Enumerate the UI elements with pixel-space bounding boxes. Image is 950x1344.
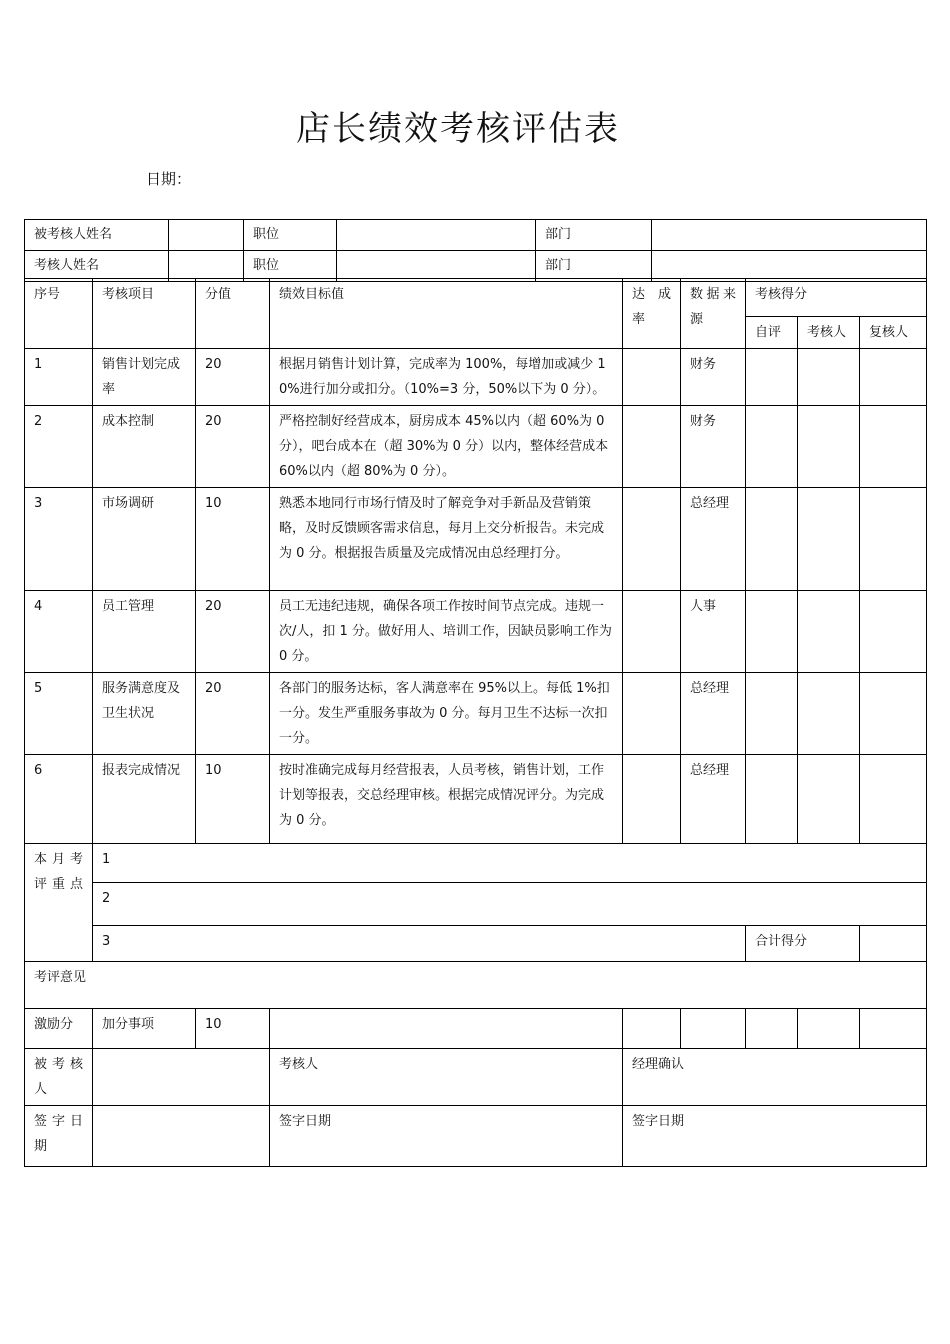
reviewee-position-field[interactable] <box>337 220 536 251</box>
reviewer-sign-date-label: 签字日期 <box>279 1114 332 1129</box>
focus-label: 本月考评重点 <box>25 844 93 962</box>
row-source: 总经理 <box>681 755 746 844</box>
incentive-label: 激励分 <box>25 1009 93 1049</box>
reviewer-sign-date-field[interactable] <box>270 1106 623 1167</box>
col-header-self: 自评 <box>746 317 798 349</box>
row-score: 20 <box>196 349 270 406</box>
col-header-reviewer: 考核人 <box>798 317 860 349</box>
row-reviewer-score-field[interactable] <box>798 591 860 673</box>
incentive-item: 加分事项 <box>93 1009 196 1049</box>
row-score: 20 <box>196 406 270 488</box>
manager-sign-date-field[interactable] <box>623 1106 927 1167</box>
row-item: 报表完成情况 <box>93 755 196 844</box>
reviewee-sign-date-field[interactable] <box>93 1106 270 1167</box>
row-self-score-field[interactable] <box>746 755 798 844</box>
row-score: 20 <box>196 673 270 755</box>
incentive-self-field[interactable] <box>746 1009 798 1049</box>
row-source: 财务 <box>681 406 746 488</box>
row-rechecker-score-field[interactable] <box>860 591 927 673</box>
table-row <box>25 406 927 488</box>
row-score: 20 <box>196 591 270 673</box>
row-item: 服务满意度及卫生状况 <box>93 673 196 755</box>
row-reviewer-score-field[interactable] <box>798 488 860 591</box>
row-target: 严格控制好经营成本，厨房成本 45%以内（超 60%为 0 分），吧台成本在（超 30%为 0 分）以内，整体经营成本 60%以内（超 80%为 0 分）。 <box>270 406 623 488</box>
row-rechecker-score-field[interactable] <box>860 349 927 406</box>
row-source: 人事 <box>681 591 746 673</box>
row-score: 10 <box>196 488 270 591</box>
row-rate-field[interactable] <box>623 755 681 844</box>
col-header-source: 数据来源 <box>681 279 746 349</box>
table-row <box>25 591 927 673</box>
manager-sign-date-label: 签字日期 <box>632 1114 685 1129</box>
row-no: 3 <box>25 488 93 591</box>
manager-confirm-label: 经理确认 <box>632 1057 685 1072</box>
row-item: 成本控制 <box>93 406 196 488</box>
row-rate-field[interactable] <box>623 349 681 406</box>
total-score-field[interactable] <box>860 926 927 962</box>
row-self-score-field[interactable] <box>746 406 798 488</box>
row-target: 员工无违纪违规，确保各项工作按时间节点完成。违规一次/人，扣 1 分。做好用人、培训工作，因缺员影响工作为 0 分。 <box>270 591 623 673</box>
incentive-source-field[interactable] <box>681 1009 746 1049</box>
row-rechecker-score-field[interactable] <box>860 673 927 755</box>
row-rate-field[interactable] <box>623 406 681 488</box>
table-row <box>25 755 927 844</box>
row-item: 市场调研 <box>93 488 196 591</box>
row-no: 2 <box>25 406 93 488</box>
manager-confirm-field[interactable] <box>623 1049 927 1106</box>
focus-item[interactable]: 2 <box>93 883 927 926</box>
row-self-score-field[interactable] <box>746 349 798 406</box>
incentive-rate-field[interactable] <box>623 1009 681 1049</box>
focus-item[interactable]: 3 <box>93 926 746 962</box>
table-row <box>25 673 927 755</box>
row-reviewer-score-field[interactable] <box>798 673 860 755</box>
row-rate-field[interactable] <box>623 591 681 673</box>
evaluation-table <box>24 278 927 1167</box>
reviewee-sign-field[interactable] <box>93 1049 270 1106</box>
page-title: 店长绩效考核评估表 <box>296 109 620 149</box>
col-header-no: 序号 <box>25 279 93 349</box>
row-rechecker-score-field[interactable] <box>860 755 927 844</box>
reviewer-sign-field[interactable] <box>270 1049 623 1106</box>
review-opinion-label: 考评意见 <box>34 970 87 985</box>
row-target: 各部门的服务达标，客人满意率在 95%以上。每低 1%扣一分。发生严重服务事故为 0 分。每月卫生不达标一次扣一分。 <box>270 673 623 755</box>
position-label: 职位 <box>244 251 337 282</box>
focus-item[interactable]: 1 <box>93 844 927 883</box>
col-header-rechecker: 复核人 <box>860 317 927 349</box>
department-label: 部门 <box>536 251 652 282</box>
row-rechecker-score-field[interactable] <box>860 406 927 488</box>
position-label: 职位 <box>244 220 337 251</box>
reviewer-name-field[interactable] <box>169 251 244 282</box>
reviewee-name-field[interactable] <box>169 220 244 251</box>
col-header-item: 考核项目 <box>93 279 196 349</box>
reviewer-department-field[interactable] <box>652 251 927 282</box>
date-label: 日期： <box>146 170 192 188</box>
row-target: 按时准确完成每月经营报表，人员考核，销售计划，工作计划等报表，交总经理审核。根据完成情况评分。为完成为 0 分。 <box>270 755 623 844</box>
row-no: 6 <box>25 755 93 844</box>
col-header-score: 分值 <box>196 279 270 349</box>
total-score-label: 合计得分 <box>746 926 860 962</box>
reviewer-name-label: 考核人姓名 <box>25 251 169 282</box>
row-reviewer-score-field[interactable] <box>798 755 860 844</box>
reviewee-sign-label: 被考核人 <box>25 1049 93 1106</box>
row-source: 财务 <box>681 349 746 406</box>
reviewer-position-field[interactable] <box>337 251 536 282</box>
reviewer-sign-label: 考核人 <box>279 1057 319 1072</box>
table-row <box>25 488 927 591</box>
row-self-score-field[interactable] <box>746 673 798 755</box>
col-header-target: 绩效目标值 <box>270 279 623 349</box>
department-label: 部门 <box>536 220 652 251</box>
row-reviewer-score-field[interactable] <box>798 349 860 406</box>
sign-date-label: 签字日期 <box>25 1106 93 1167</box>
row-rate-field[interactable] <box>623 488 681 591</box>
reviewee-name-label: 被考核人姓名 <box>25 220 169 251</box>
incentive-score: 10 <box>196 1009 270 1049</box>
row-reviewer-score-field[interactable] <box>798 406 860 488</box>
row-source: 总经理 <box>681 488 746 591</box>
header-info-table <box>24 219 927 282</box>
row-item: 销售计划完成率 <box>93 349 196 406</box>
col-header-score-group: 考核得分 <box>746 279 927 317</box>
incentive-reviewer-field[interactable] <box>798 1009 860 1049</box>
row-no: 4 <box>25 591 93 673</box>
row-rechecker-score-field[interactable] <box>860 488 927 591</box>
incentive-rechecker-field[interactable] <box>860 1009 927 1049</box>
row-item: 员工管理 <box>93 591 196 673</box>
row-score: 10 <box>196 755 270 844</box>
col-header-rate: 达 成 率 <box>623 279 681 349</box>
row-rate-field[interactable] <box>623 673 681 755</box>
row-target: 熟悉本地同行市场行情及时了解竞争对手新品及营销策略，及时反馈顾客需求信息，每月上交分析报告。未完成为 0 分。根据报告质量及完成情况由总经理打分。 <box>270 488 623 591</box>
row-self-score-field[interactable] <box>746 591 798 673</box>
review-opinion-field[interactable] <box>25 962 927 1009</box>
row-self-score-field[interactable] <box>746 488 798 591</box>
row-source: 总经理 <box>681 673 746 755</box>
row-target: 根据月销售计划计算，完成率为 100%，每增加或减少 10%进行加分或扣分。（10%=3 分，50%以下为 0 分）。 <box>270 349 623 406</box>
row-no: 5 <box>25 673 93 755</box>
table-row <box>25 349 927 406</box>
row-no: 1 <box>25 349 93 406</box>
incentive-target-field[interactable] <box>270 1009 623 1049</box>
reviewee-department-field[interactable] <box>652 220 927 251</box>
